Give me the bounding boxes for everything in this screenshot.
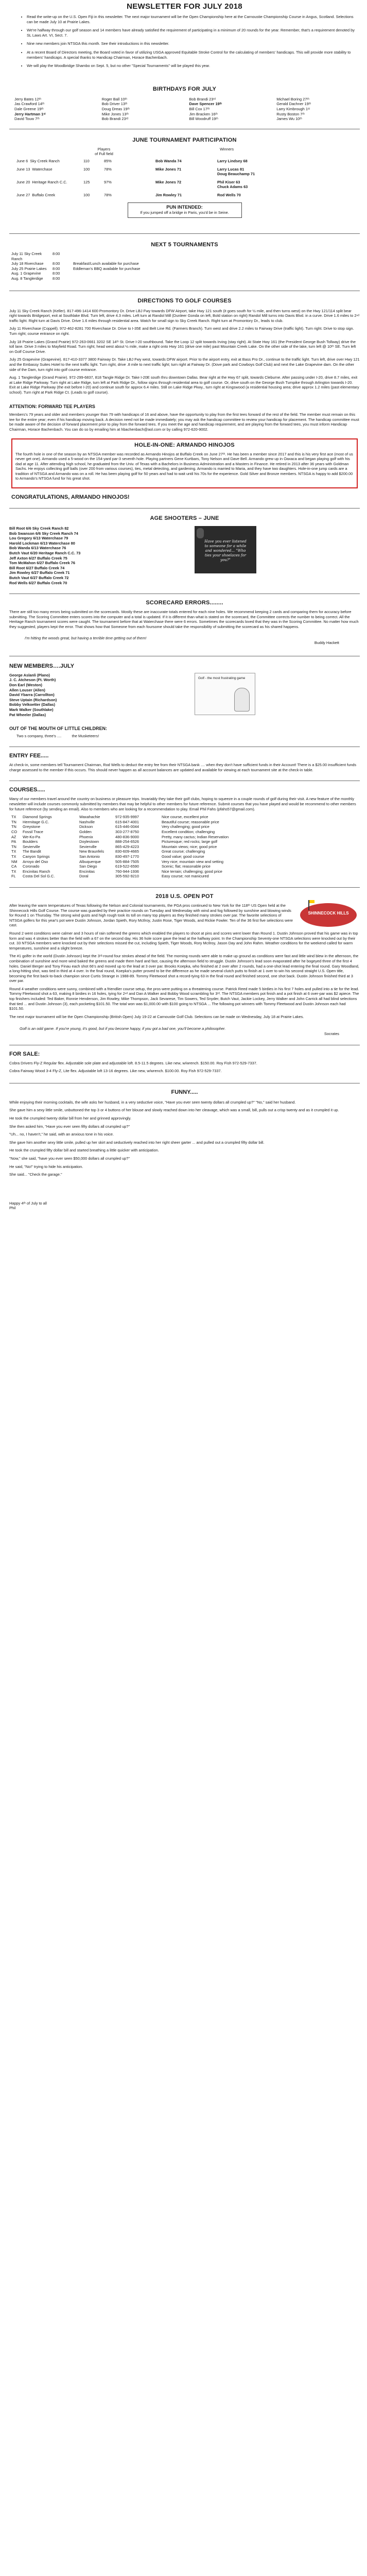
us-open-paragraph: Round 2 went conditions were calmer and 3 hours of rain softened the greens which enabled the players to shoot at pins and scores went lower than Round 1. Dustin Johnson proved that his game was in top form and was 4 strokes better than the field with a 67 on the second day. His 36 hole score gave the lead at the halfway point. In the Championship Seventy-one NTSGA selections were knocked out by their cut. 33 NTSGA members were knocked out by their selections missed the cut, including Spieth, Tiger Woods, Rory McIlroy, Jason Day and John Rahm. Weather conditions for the weekend called for warm temperatures, sunshine and a slight breeze. — [9, 930, 358, 951]
course-row: TX Diamond Springs Waxahachie 972-935-9997 Nice course, excellent price — [11, 815, 208, 820]
entry-fee-heading: ENTRY FEE..... — [9, 753, 49, 759]
age-shooters-block — [9, 526, 360, 585]
age-shooter-entry: Bob Wanda 6/13 Waterchase 76 — [9, 546, 66, 551]
course-row: AZ We-Ko-Pa Phoenix 480-836-9000 Pretty, many cactus; Indian Reservation — [11, 834, 229, 839]
birthday-column — [189, 97, 273, 122]
scorecard-text: There are still too many errors being submitted on the scorecards. Mostly these are inaccurate totals entered for each nine holes. We recommend keeping 2 cards and comparing them for accuracy before submitting. The Scoring Committee enters scores into the computer and a total is updated. If it is different than what is stated on the scorecard, the Committee corrects the number to being correct. All the Heritage Ranch tournament scores were caught. The tournament before that at Waterchase there were 6 errors. Sometimes the scorecards loved that they was in the Scoring Committee. No matter how much they suggested, players kept the error. That shows how that Someone from each foursome should take the responsibility of submitting the scorecard as his shared happens. — [9, 609, 359, 629]
age-shooter-entry: Butch Vaut 6/27 Buffalo Creek 72 — [9, 575, 69, 580]
funny-line: She gave him a sexy little smile, unbuttoned the top 3 or 4 buttons of her blouse and slowly reached down into her cleavage, which was a small, bill, pulls out a crisp twenty and as it crumpled it up. — [9, 1108, 339, 1113]
new-member: David Ybarra (Carrollton) — [9, 692, 55, 698]
funny-line: While enjoying their morning cocktails, the wife asks her husband, in a very seductive voice, "Have you ever seen twenty dollars all crumpled up?" "No," said her husband. — [9, 1099, 296, 1105]
birthday-entry: Bob Brandi 23ʳᵈ — [101, 116, 129, 122]
birthday-column — [14, 97, 98, 122]
for-sale-heading: FOR SALE: — [9, 1050, 40, 1057]
little-children-heading: OUT OF THE MOUTH OF LITTLE CHILDREN: — [9, 726, 107, 732]
hole-in-one-congrats: CONGRATULATIONS, ARMANDO HINOJOS! — [11, 494, 130, 501]
age-shooters-list — [9, 526, 174, 585]
new-member: Pat Wheeler (Dallas) — [9, 712, 46, 717]
pun-title: PUN INTENDED: — [166, 205, 203, 210]
course-row: TN Hermitage G.C. Nashville 615-847-4001 Beautiful course; reasonable price — [11, 819, 219, 824]
socrates-quote: Golf is an odd game. If you're young, it's good, but if you become happy, if you got a bad one, you'll become a philosopher. — [20, 1026, 226, 1031]
course-row: FL Costa Del Sol G.C. Doral 305-592-9210 Easy course; not manicured — [11, 874, 209, 879]
course-row: CA Coronado San Diego 619-522-6590 Scenic; flat; reasonable price — [11, 864, 211, 869]
flag-icon — [308, 900, 309, 910]
entry-fee-text: At check-in, some members tell Tournament Chairman, Rod Wells to deduct the entry fee from their NTSGA bank .... when they don't have sufficient funds in their Account! There is a $25.00 insufficient funds charge assessed to the member if this occurs. This should never happen as all account balances are updated and available for viewing at each tournament site at the check-in table. — [9, 762, 357, 772]
hole-in-one-box — [11, 438, 358, 489]
newsletter-title: NEWSLETTER FOR JULY 2018 — [127, 2, 242, 11]
for-sale-item: Cobra Drivers Fly-Z Regular flex. Adjustable sole plate and adjustable loft. 8.5-11.5 degrees. Like new, w/wrench. $150.00. Roy Fish 972-529-7337. — [9, 1060, 257, 1065]
new-member: Allen Louser (Allen) — [9, 687, 45, 692]
age-shooter-entry: Lou Gregory 6/13 Waterchase 79 — [9, 536, 68, 541]
us-open-paragraph: Round 4 weather conditions were sunny, combined with a friendlier course setup, the pros were putting on a threatening course. Patrick Reed made 5 birdies in his first 7 holes and pulled into a tie for the lead. Tommy Fleetwood shot a 63, making 8 birdies in 16 holes, tying for 2ⁿᵈ and Dan A Walker and Bobby Wood scrambling for 3ʳᵈ. The NTSGA members pot finish and a pot finish at 6 over-par was $2 apiece. The top finishers included: Ted Baker, Ronnie Henderson, Jim Rowley, Mike Thompson, Jack Sevarese, Tim Sowers, Ted Snyder, Butch Vaut, Jackie Lockey, Jerry Walker and John Carrick all had blind selections that tied ... and Dustin Johnson (3), each pocketing $101.50. The total won was $1,000.00 with $100 going to NTSGA ... The following pot winners with Tommy Fleetwood and Dustin Johnson each had $101.50. — [9, 986, 359, 1011]
courses-heading: COURSES..... — [9, 787, 45, 793]
course-row: PA Boulders Doylestown 888-254-6526 Picturesque; red rocks; large golf — [11, 839, 218, 844]
new-member: J. C. Atcheson (Ft. Worth) — [9, 677, 56, 683]
participation-row: June 13 Waterchase 100 78% Mike Jones 71 Larry Lucas 81 Doug Beauchamp 71 — [16, 166, 255, 177]
pun-text: If you jumped off a bridge in Paris, you'd be in Seine. — [140, 210, 229, 215]
directions-paragraph: July 11 Sky Creek Ranch (Keller). 817-496-1414 600 Promontory Dr. Drive LBJ Fwy towards DFW Airport, take Hwy 121 south (it goes south for ½ mile, and then turns west) on the Hwy 121/114 split bear right towards Bridgeport, exit at Southlake Blvd. Turn left, drive 4.3 miles. Left turn at Randol Mill (Dunleer Gonda on left, Bold station on right) Randol Mill turns into Davis Blvd. in a curve. Drive 1.6 miles to 2ⁿᵈ traffic light. Right turn at Davis Drive. Drive 1.6 miles through residential area. Watch for small sign to Sky Creek Ranch. Right turn at Promontory Dr., leads to club. — [9, 308, 359, 323]
us-open-paragraph: After leaving the warm temperatures of Texas following the Nelson and Colonial tournaments, the PGA pros continued to New York for the 118ᵗʰ US Open held at the Shinnecock Hills Golf Course. The course was guarded by their practice rounds on Tuesday and Wednesday with wind and fog followed by sunshine and blowing winds for Round 1 on Thursday. The strong wind gusts and high rough took its toll on many top players as they finished many strokes over par. The favorite selections of NTSGA golfers for this year's pot were Dustin Johnson, Jordan Spieth, Rory McIlroy, Justin Rose, Tiger Woods, and Rickie Fowler. Ten of the 36 first five selections were cast. — [9, 903, 293, 928]
quote-attribution: Socrates — [324, 1031, 339, 1037]
funny-line: He took the crumpled fifty dollar bill and started breathing a little quicker with anticipation. — [9, 1148, 159, 1153]
participation-row: June 6 Sky Creek Ranch 110 85% Bob Wanda 74 Larry Lindsey 68 — [16, 158, 248, 163]
shinnecock-hills-logo — [300, 903, 357, 927]
funny-line: She said... "Check the garage." — [9, 1172, 62, 1177]
birthday-column — [276, 97, 360, 122]
us-open-footer: The next major tournament will be the Open Championship (British Open) July 19-22 at Carnoustie Golf Club. Selections can be made on Wednesday, July 18 at Prairie Lakes. — [9, 1014, 304, 1019]
intro-bullet: • Nine new members join NTSGA this month. See their introductions in this newsletter. — [27, 41, 360, 46]
golfer-cartoon-image — [195, 673, 255, 715]
age-shooter-entry: Harold Lockman 6/13 Waterchase 80 — [9, 540, 75, 546]
participation-row: June 20 Heritage Ranch C.C. 125 97% Mike Jones 72 Phil Kiser 63 Chuck Adams 63 — [16, 179, 248, 190]
age-shooter-entry: Tom McMahon 6/27 Buffalo Creek 76 — [9, 561, 75, 566]
courses-table — [9, 815, 360, 879]
cartoon-caption: Golf - the most frustrating game — [198, 676, 246, 680]
players-column-header: Players of Full field — [95, 146, 113, 157]
participation-header — [16, 147, 360, 157]
little-children-quote: Two s company, three's .... the Musketeers! — [16, 733, 99, 738]
forward-tee-heading: ATTENTION: FORWARD TEE PLAYERS — [9, 403, 95, 409]
birthday-entry: Dave Spencer 19ᵗʰ — [189, 101, 222, 107]
us-open-body — [9, 903, 360, 1037]
intro-bullet: • We will play the Woodbridge Shambo on Sept. 5, but no other "Special Tournaments" will be played this year. — [27, 63, 360, 69]
us-open-paragraph: The #1 golfer in the world (Dustin Johnson) kept the 3ʳᵈ-round four strokes ahead of the field. The morning rounds were able to make up ground as conditions were fast and little wind blew in the afternoon, the combination of sunshine and more wind baked the greens and made them hard and fast, causing the afternoon field to struggle. Dustin Johnson's lead soon evaporated after he bogeyed three of the first 4 holes. Daniel Berger and Tony Finau each shot 66's and moved up to the lead at 3 over par. Brooks Koepka, who finished at 2 over after 2 rounds, had a one-shot lead entering the final round. Gary Woodland, a long-hitting shot, was tied in third at 4 over. In the final round, Koepka's putter proved to be the difference as he made several clutch putts to finish at 1 over to win his second straight U.S. Open title, becoming the first back-to-back champion since Curtis Strange in 1988-89. Tommy Fleetwood shot a record-tying 63 in the final round and finished second, one shot back. Dustin Johnson finished third at 3 over par. — [9, 954, 359, 984]
birthday-entry: Mike Jones 13ᵗʰ — [101, 111, 129, 116]
new-members-heading: NEW MEMBERS….JULY — [9, 663, 75, 669]
birthday-grid — [14, 97, 360, 122]
funny-line: "Now," she said, "have you ever seen $50,000 dollars all crumpled up?" — [9, 1156, 130, 1161]
tournament-row: July 25 Prairie Lakes 8:00 Eddleman's BBQ available for purchase — [11, 266, 141, 271]
funny-line: He took the crumpled twenty dollar bill from her and grinned approvingly. — [9, 1116, 131, 1121]
birthday-entry: Larry Kimbrough 1ˢᵗ — [276, 106, 310, 111]
golfer-figure-icon — [234, 688, 250, 711]
age-shooter-entry: Bill Root 6/6 Sky Creek Ranch 82 — [9, 526, 69, 531]
age-shooter-entry: Rod Wells 6/27 Buffalo Creek 70 — [9, 580, 67, 585]
birthday-entry: Bob Driver 13ᵗʰ — [101, 101, 128, 107]
logo-text: SHINNECOCK HILLS — [308, 910, 349, 916]
directions-heading: DIRECTIONS TO GOLF COURSES — [137, 297, 232, 304]
hackett-quote: I'm hitting the woods great, but having a terrible time getting out of them! — [25, 635, 147, 640]
birthday-entry: Roger Ball 10ᵗʰ — [101, 96, 127, 101]
course-row: NM Arroyo del Oso Albuquerque 505-884-7505 Very nice; mountain view and setting — [11, 859, 223, 864]
birthday-entry: Jerry Bates 12ᵗʰ — [14, 96, 42, 101]
age-shooter-entry: Jeff Axton 6/27 Buffalo Creek 75 — [9, 555, 67, 561]
age-shooter-entry: Bob Swanson 6/6 Sky Creek Ranch 74 — [9, 531, 78, 536]
forward-tee-text: Members's 79 years and older and members younger than 79 with handicaps of 16 and above, have the opportunity to play from the first tees forward of the rest of the field. The member must remain on this tee for the entire year; even if his handicap moving back. A decision need not be made immediately; you may ask the handicap committee to review your handicap for placement. The handicap committee must be made aware of the decision of forward placement prior to play from the forward tees. If you meet the age and handicap requirement, and are playing from the forward tees, you must inform Handicap Chairman, Horace Bachenbach. You can do so by emailing him at hbachenbach@aol.com or by calling 972-620-9002. — [9, 412, 359, 432]
funny-line: He said, "No!" trying to hide his anticipation. — [9, 1164, 83, 1169]
birthday-entry: Jim Bracken 16ᵗʰ — [189, 111, 218, 116]
birthday-entry: Jerry Hartman 1ˢᵗ — [14, 111, 46, 116]
tournament-row: Aug. 8 Tanglerdige 8:00 — [11, 276, 60, 281]
birthdays-heading: BIRTHDAYS FOR JULY — [152, 86, 217, 92]
intro-bullet: • We're halfway through our golf season and 14 members have already satisfied the requirement of participating in a minimum of 20 rounds for the year. Remember, that's a requirement denoted by SL Laws Art. VI, Sect. 7. — [27, 28, 360, 38]
course-row: CO Fossil Trace Golden 303-277-8750 Excellent condition; challenging — [11, 829, 215, 835]
birthday-entry: Bill Woodruff 19ᵗʰ — [189, 116, 218, 122]
participation-row: June 27 Buffalo Creek 100 78% Jim Rowley 71 Rod Wells 70 — [16, 192, 241, 197]
tournament-row: Aug. 1 Grapevine 8:00 — [11, 271, 60, 276]
funny-line: "Uh... no, I haven't," he said, with an anxious tone in his voice. — [9, 1132, 114, 1137]
next-tournaments-list — [9, 251, 360, 281]
tournament-row: July 11 Sky Creek Ranch 8:00 — [11, 251, 60, 261]
new-member: George Aslanli (Plano) — [9, 672, 50, 677]
birthday-entry: Rusty Boston 7ᵗʰ — [276, 111, 305, 116]
scorecard-heading: SCORECARD ERRORS........ — [146, 600, 223, 606]
course-row: TN Greystone Dickson 615-446-0044 Very challenging; good price — [11, 824, 209, 829]
age-shooters-heading: AGE SHOOTERS – JUNE — [150, 515, 219, 522]
new-member: Don Earl (Weston) — [9, 682, 42, 687]
closing-line: Happy 4ᵗʰ of July to all — [9, 1200, 47, 1206]
birthday-entry: James Wu 10ᵗʰ — [276, 116, 302, 122]
birthday-column — [102, 97, 185, 122]
birthday-entry: Doug Dreas 19ᵗʰ — [101, 106, 130, 111]
age-shooter-entry: Butch Vaut 6/20 Heritage Ranch C.C. 73 — [9, 551, 81, 556]
funny-line: She then asked him, "Have you ever seen fifty dollars all crumpled up?" — [9, 1124, 130, 1129]
directions-paragraph: Aug. 1 Tanglerdige (Grand Prairie). 972-299-6837, 818 Tangle Ridge Dr. Take I-20E south thru downtown Dallas. Bear right at the Hwy 67 split, towards Cleburne. After passing under I-20, drive 8.7 miles, exit at Lake Ridge Parkway. Turn right at Lake Ridge, turn left at Park Ridge Dr., follow signs through residential area to golf course. Or, drive south on the George Bush Turnpike through Arlington towards I-20. Exit at Lake Ridge Parkway (the exit before I-20) and continue south for approx 6.4 miles. Still on Lake Ridge Pkwy., turn right at Kingswood (a residential housing area; drive approx 1.2 miles (past elementary school). Turn right at Park Ridge Ct. (Leads to golf course). — [9, 375, 359, 395]
us-open-heading: 2018 U.S. OPEN POT — [155, 893, 214, 900]
meme-caption: Have you ever listened to someone for a while and wondered... "Who ties your shoelaces for you?" — [204, 539, 247, 563]
participation-heading: JUNE TOURNAMENT PARTICIPATION — [132, 137, 237, 143]
pun-box — [128, 202, 242, 218]
hole-in-one-heading: HOLE-IN-ONE: ARMANDO HINOJOS — [134, 442, 235, 448]
birthday-entry: David Touw 7ᵗʰ — [14, 116, 40, 122]
directions-paragraph: July 25 Grapevine (Grapevine). 817-410-3377 3800 Fairway Dr. Take LBJ Fwy west, towards DFW airport. Prior to the airport entry, exit at Bass Pro Dr., continue to the traffic light. Turn left, drive over Hwy 121 and the Embassy Suites Hotel to the next traffic light. Turn right, drive .8 mile to next traffic light; turn right at Fairway Dr. (Dove park and Cowboys Golf Club) and next the Lake Grapevine dam. On the other side of the Dam, turn right into golf course entrance. — [9, 357, 360, 372]
new-member: Steve Uptain (Richardson) — [9, 697, 57, 702]
funny-heading: FUNNY..... — [171, 1089, 198, 1095]
winners-column-header: Winners — [219, 146, 234, 151]
courses-text: Many of our members travel around the country on business or pleasure trips. Invariably they take their golf clubs, hoping to squeeze in a couple rounds of golf during their visit. A new feature of the monthly newsletter will include courses commonly submitted by members that may be helpful to other members for future reference. Submit courses that you have played and would be recommend to other members for future reference (by sending an email). Also to members who are looking for a recommendation to play. Email Phil Fahs (pfahs57@gmail.com). — [9, 796, 356, 811]
intro-bullets — [9, 14, 360, 69]
closing-signature: Phil — [9, 1206, 16, 1211]
new-members-list — [9, 673, 179, 717]
intro-bullet: • At a recent Board of Directors meeting, the Board voted in favor of utilizing USGA approved Equitable Stroke Control for the calculating of members' handicaps. This will provide more stability to members' handicaps. A special thanks to Handicap Chairman, Horace Bachenbach. — [27, 50, 360, 60]
pointing-hand-icon — [197, 528, 204, 538]
course-row: TX The Bandit New Braunfels 830-609-4665 Great course; challenging — [11, 849, 205, 854]
birthday-entry: Bill Cox 17ᵗʰ — [189, 106, 210, 111]
birthday-entry: Michael Boring 27ᵗʰ — [276, 96, 309, 101]
shoelaces-meme-image — [195, 526, 256, 573]
quote-attribution: Buddy Hackett — [314, 640, 339, 646]
for-sale-item: Cobra Fairway Wood 3-4 Fly-Z, Lite flex. Adjustable loft 13-16 degrees. Like new, w/wrench. $100.00. Roy Fish 972-529-7337. — [9, 1069, 222, 1074]
directions-paragraph: July 11 Riverchase (Coppell). 972-462-8281 700 Riverchase Dr. Drive to I-35E and Belt Line Rd. (Farmers Branch). Turn west and drive 2.2 miles to Fairway Drive (traffic light). Turn right. Drive to stop sign. Turn right; course entrance on right. — [9, 326, 354, 336]
birthday-entry: Dale Greene 19ᵗʰ — [14, 106, 44, 111]
birthday-entry: Gerald Dachner 19ᵗʰ — [276, 101, 311, 107]
directions-paragraph: July 18 Prairie Lakes (Grand Prairie) 972-263-0661 3202 SE 14ᵗʰ St. Drive I-20 southbound. Take the Loop 12 split towards Irving (stay right). At State Hwy 161 (the President George Bush Tollway) drive the toll lane. Drive 3 miles to Mayfield Road. Turn right; head west about ½ mile, make a right onto Hwy 161 (drive one mile) past Mountain Creek Lake. On the other side of the lake, turn left @ 10ᵗʰ SE. Turn left on Golf Course Drive. — [9, 339, 356, 354]
course-row: TX Encinitas Ranch Encinitas 760-944-1936 Nice terrain; challenging; good price — [11, 869, 222, 874]
intro-bullet: • Read the write-up on the U.S. Open Fiji in this newsletter. The next major tournament will be the Open Championship here at the Carnoustie Championship Course in Angus, Scotland. Selections can be made July 10 at Prairie Lakes. — [27, 14, 360, 24]
age-shooter-entry: Jim Rowley 6/27 Buffalo Creek 71 — [9, 570, 70, 575]
tournament-row: July 18 Riverchase 8:00 Breakfast/Lunch available for purchase — [11, 261, 139, 266]
course-row: TX Canyon Springs San Antonio 830-497-1770 Good value; good course — [11, 854, 204, 859]
new-member: Bobby Velkoetter (Dallas) — [9, 702, 56, 707]
birthday-entry: Jas Crawford 14ᵗʰ — [14, 101, 45, 107]
funny-line: She gave him another sexy little smile, pulled up her skirt and seductively reached into her right sheer garter ... and pulled out a crumpled fifty dollar bill. — [9, 1140, 265, 1145]
course-row: TN Sevierville Sevierville 865-429-4223 Mountain views; nice; good price — [11, 844, 217, 849]
age-shooter-entry: Bill Root 6/27 Buffalo Creek 74 — [9, 565, 65, 570]
hole-in-one-text: The fourth hole in one of the season by an NTSGA member was recorded as Armando Hinojos at Buffalo Creek on June 27ᵗʰ. He has been a member since 2017 and this is his very first ace (most of us never get one). Armando used a 5-wood on the 154-yard par-3 seventh hole. Playing partners Gene Kurtbars, Tony Nelson and Dave Bell. Armando grew up in Oaxaca and began playing golf with his dad at age 11. After attending high school, he graduated from the Univ. of Texas with a Bachelors in Business Administration and a Masters in Finance. He retired in 2013 after 36 years with Goldman Sachs. He enjoys collecting golf balls (over 200 from various courses), ties, metal detecting, and gardening. Armando is married to Maria, and they have two daughters. Hole-in-one jump cards are a tradition of NTSGA and Armando was on a roll. He has been playing golf for 50 years and had to wait until his 70s for the experience. Gold Silver and Bronze members. NTSGA is happy to add $200.00 to Armando's NTSGA fund for his great shot. — [15, 451, 353, 481]
new-members-block — [9, 673, 360, 717]
next-tournaments-heading: NEXT 5 TOURNAMENTS — [151, 242, 218, 248]
new-member: Mark Walker (Southlake) — [9, 707, 54, 712]
birthday-entry: Bob Brandi 23ʳᵈ — [189, 96, 216, 101]
